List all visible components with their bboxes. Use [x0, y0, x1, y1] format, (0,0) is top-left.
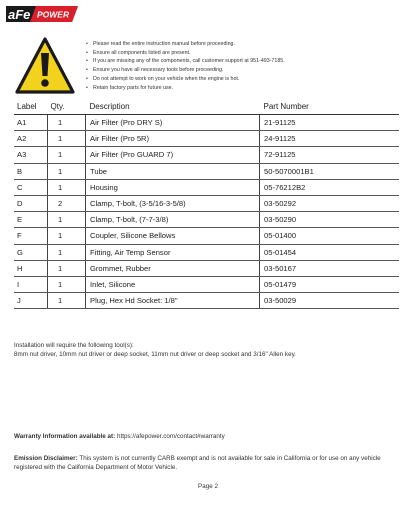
row-spacer: [228, 228, 260, 244]
row-label: C: [14, 179, 48, 195]
row-qty: 1: [48, 147, 86, 163]
tools-list: 8mm nut driver, 10mm nut driver or deep socket, 11mm nut driver or deep socket and 3/16" Allen key.: [14, 351, 296, 358]
row-description: Inlet, Silicone: [86, 276, 229, 292]
row-qty: 1: [48, 131, 86, 147]
row-part-number: 05-76212B2: [260, 179, 400, 195]
table-row: [14, 131, 399, 147]
row-spacer: [228, 131, 260, 147]
disclaimer-label: Emission Disclaimer:: [14, 455, 78, 462]
warranty-label: Warranty Information available at:: [14, 433, 116, 440]
row-qty: 1: [48, 260, 86, 276]
row-part-number: 50-5070001B1: [260, 163, 400, 179]
instruction-note: • Ensure you have all necessary tools before proceeding.: [86, 66, 285, 75]
table-row: [14, 212, 399, 228]
row-qty: 1: [48, 244, 86, 260]
row-spacer: [228, 244, 260, 260]
row-part-number: 03-50292: [260, 195, 400, 211]
row-label: G: [14, 244, 48, 260]
row-label: D: [14, 195, 48, 211]
row-spacer: [228, 276, 260, 292]
row-label: F: [14, 228, 48, 244]
row-part-number: 72-91125: [260, 147, 400, 163]
instruction-note: • If you are missing any of the components, call customer support at 951-493-7185.: [86, 57, 285, 66]
logo-subtext: POWER: [37, 9, 70, 20]
row-spacer: [228, 260, 260, 276]
row-spacer: [228, 115, 260, 131]
row-label: I: [14, 276, 48, 292]
afe-power-logo: [4, 4, 80, 24]
row-qty: 1: [48, 179, 86, 195]
row-part-number: 05-01479: [260, 276, 400, 292]
row-spacer: [228, 212, 260, 228]
warranty-info: [14, 433, 225, 440]
row-description: Fitting, Air Temp Sensor: [86, 244, 229, 260]
emission-disclaimer: [14, 454, 406, 472]
row-description: Tube: [86, 163, 229, 179]
row-description: Clamp, T-bolt, (3-5/16-3-5/8): [86, 195, 229, 211]
table-header-row: [14, 99, 399, 115]
header-part-number: Part Number: [260, 99, 400, 115]
row-label: H: [14, 260, 48, 276]
row-qty: 1: [48, 163, 86, 179]
table-row: [14, 276, 399, 292]
row-description: Grommet, Rubber: [86, 260, 229, 276]
header-spacer: [228, 99, 260, 115]
row-qty: 1: [48, 115, 86, 131]
row-part-number: 03-50290: [260, 212, 400, 228]
tools-intro: Installation will require the following tool(s):: [14, 342, 134, 349]
parts-table: [14, 99, 399, 309]
row-label: A2: [14, 131, 48, 147]
row-part-number: 03-50167: [260, 260, 400, 276]
row-qty: 1: [48, 276, 86, 292]
row-label: A1: [14, 115, 48, 131]
table-row: [14, 163, 399, 179]
row-part-number: 05-01400: [260, 228, 400, 244]
row-part-number: 24-91125: [260, 131, 400, 147]
row-qty: 2: [48, 195, 86, 211]
table-row: [14, 195, 399, 211]
table-row: [14, 179, 399, 195]
row-spacer: [228, 147, 260, 163]
warranty-link[interactable]: https://afepower.com/contact#warranty: [117, 433, 225, 440]
row-description: Housing: [86, 179, 229, 195]
row-part-number: 05-01454: [260, 244, 400, 260]
instruction-notes: [86, 40, 285, 92]
row-description: Air Filter (Pro GUARD 7): [86, 147, 229, 163]
row-part-number: 03-50029: [260, 293, 400, 309]
row-description: Clamp, T-bolt, (7-7-3/8): [86, 212, 229, 228]
row-description: Plug, Hex Hd Socket: 1/8": [86, 293, 229, 309]
row-description: Coupler, Silicone Bellows: [86, 228, 229, 244]
table-row: [14, 228, 399, 244]
row-spacer: [228, 179, 260, 195]
row-part-number: 21-91125: [260, 115, 400, 131]
instruction-note: • Please read the entire instruction manual before proceeding.: [86, 40, 285, 49]
row-description: Air Filter (Pro 5R): [86, 131, 229, 147]
row-spacer: [228, 163, 260, 179]
header-label: Label: [14, 99, 48, 115]
logo-text: aFe: [8, 7, 31, 22]
instruction-note: • Retain factory parts for future use.: [86, 84, 285, 93]
table-row: [14, 115, 399, 131]
disclaimer-text: This system is not currently CARB exempt and is not available for sale in California or for use on any vehicle registered with the California Department of Motor Vehicle.: [14, 455, 381, 471]
row-spacer: [228, 195, 260, 211]
row-label: J: [14, 293, 48, 309]
table-row: [14, 260, 399, 276]
row-qty: 1: [48, 293, 86, 309]
table-row: [14, 244, 399, 260]
tools-section: [14, 341, 406, 359]
table-row: [14, 293, 399, 309]
row-qty: 1: [48, 228, 86, 244]
row-label: A3: [14, 147, 48, 163]
instruction-note: • Do not attempt to work on your vehicle when the engine is hot.: [86, 75, 285, 84]
header-description: Description: [86, 99, 229, 115]
row-qty: 1: [48, 212, 86, 228]
page-number: Page 2: [198, 483, 218, 490]
row-description: Air Filter (Pro DRY S): [86, 115, 229, 131]
table-row: [14, 147, 399, 163]
row-label: E: [14, 212, 48, 228]
row-spacer: [228, 293, 260, 309]
row-label: B: [14, 163, 48, 179]
instruction-note: • Ensure all components listed are present.: [86, 49, 285, 58]
header-qty: Qty.: [48, 99, 86, 115]
warning-triangle-icon: [14, 36, 76, 96]
